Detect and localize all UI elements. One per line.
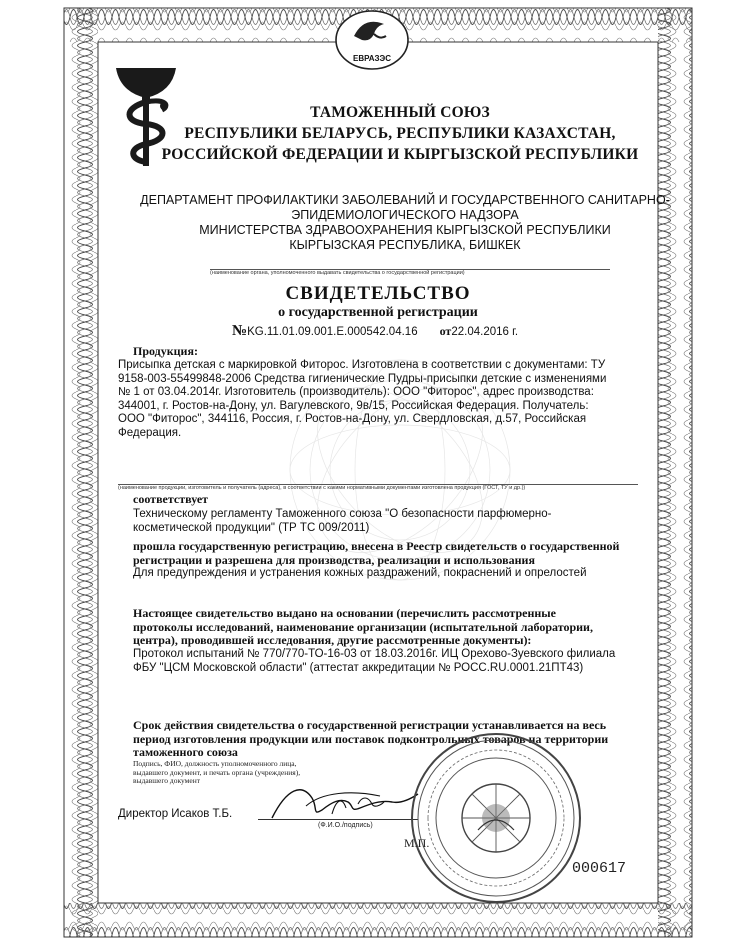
product-caption: (наименование продукции, изготовитель и получатель (адреса), в соответствии с какими нормативными документами изготовлена продукция (ГОСТ, ТУ и др.)) <box>118 485 526 491</box>
conformity-line: Техническому регламенту Таможенного союза "О безопасности парфюмерно- <box>133 508 552 520</box>
certificate-title: СВИДЕТЕЛЬСТВО <box>285 283 471 304</box>
product-line: ООО "Фиторос", 344116, Россия, г. Ростов-на-Дону, ул. Свердловская, д.57, Российская <box>118 413 587 426</box>
basis-heading-line: центра), проводившей исследования, другие рассмотренные документы): <box>133 633 532 647</box>
validity-line: таможенного союза <box>133 745 238 759</box>
registration-statement <box>133 540 653 567</box>
certificate-date: 22.04.2016 г. <box>451 326 519 338</box>
conformity-text <box>133 508 633 535</box>
signature-caption-line: выдавшего документ <box>133 776 201 786</box>
registration-line: регистрации и разрешена для производства, реализации и использования <box>133 552 535 567</box>
department-line-4: КЫРГЫЗСКАЯ РЕСПУБЛИКА, БИШКЕК <box>289 238 521 252</box>
emblem-label: ЕВРАЗЭС <box>352 54 392 63</box>
product-line: 9158-003-55499848-2006 Средства гигиенические Пудры-присыпки детские с изменениями <box>118 372 607 385</box>
official-stamp <box>408 730 584 906</box>
serial-number: 000617 <box>572 860 627 877</box>
fio-caption: (Ф.И.О./подпись) <box>318 822 373 829</box>
certificate-subtitle: о государственной регистрации <box>278 305 478 320</box>
department-line-3: МИНИСТЕРСТВА ЗДРАВООХРАНЕНИЯ КЫРГЫЗСКОЙ РЕСПУБЛИКИ <box>199 223 611 237</box>
signer-name: Директор Исаков Т.Б. <box>118 808 233 820</box>
certificate-number: KG.11.01.09.001.E.000542.04.16 <box>247 326 418 338</box>
registration-usage: Для предупреждения и устранения кожных раздражений, покраснений и опрелостей <box>133 567 587 579</box>
conformity-line: косметической продукции" (ТР ТС 009/2011) <box>133 521 370 534</box>
number-label: № <box>232 323 248 339</box>
stamp-mark: М.П. <box>404 836 430 850</box>
basis-line: ФБУ "ЦСМ Московской области" (аттестат аккредитации № РОСС.RU.0001.21ПТ43) <box>133 661 584 674</box>
product-line: Федерация. <box>118 426 182 439</box>
basis-text <box>133 648 653 675</box>
union-title-line-2: РЕСПУБЛИКИ БЕЛАРУСЬ, РЕСПУБЛИКИ КАЗАХСТАН, <box>184 125 616 142</box>
eurasec-emblem <box>334 10 410 72</box>
department-line-1: ДЕПАРТАМЕНТ ПРОФИЛАКТИКИ ЗАБОЛЕВАНИЙ И ГОСУДАРСТВЕННОГО САНИТАРНО- <box>140 193 670 207</box>
basis-heading <box>133 607 653 648</box>
union-title-line-1: ТАМОЖЕННЫЙ СОЮЗ <box>310 104 490 121</box>
date-label: от <box>439 324 452 338</box>
union-title-line-3: РОССИЙСКОЙ ФЕДЕРАЦИИ И КЫРГЫЗСКОЙ РЕСПУБЛИКИ <box>161 146 639 163</box>
conformity-heading: соответствует <box>133 492 209 506</box>
product-description <box>118 359 658 441</box>
signature-caption-line: выдавшего документ, и печать органа (учреждения), <box>133 767 301 777</box>
product-line: Присыпка детская с маркировкой Фиторос. Изготовлена в соответствии с документами: ТУ <box>118 359 606 371</box>
validity-line: Срок действия свидетельства о государственной регистрации устанавливается на весь <box>133 718 607 732</box>
basis-heading-line: протоколы исследований, наименование организации (испытательной лаборатории, <box>133 619 593 634</box>
product-line: № 1 от 03.04.2014г. Изготовитель (производитель): ООО "Фиторос", адрес производства: <box>118 386 594 399</box>
department-caption: (наименование органа, уполномоченного выдавать свидетельства о государственной регистрации) <box>210 270 465 276</box>
signature-caption-line: Подпись, ФИО, должность уполномоченного лица, <box>133 759 297 768</box>
handwritten-signature <box>262 778 422 828</box>
product-heading: Продукция: <box>133 344 198 358</box>
registration-line: прошла государственную регистрацию, внесена в Реестр свидетельств о государственной <box>133 539 620 553</box>
basis-line: Протокол испытаний № 770/770-ТО-16-03 от 18.03.2016г. ИЦ Орехово-Зуевского филиала <box>133 648 616 660</box>
product-line: 344001, г. Ростов-на-Дону, ул. Вагулевского, 9в/15, Российская Федерация. Получатель: <box>118 399 589 412</box>
certificate-number-row <box>232 322 518 340</box>
basis-heading-line: Настоящее свидетельство выдано на основании (перечислить рассмотренные <box>133 606 556 620</box>
department-line-2: ЭПИДЕМИОЛОГИЧЕСКОГО НАДЗОРА <box>291 208 519 222</box>
validity-line: период изготовления продукции или поставок подконтрольных товаров на территории <box>133 731 609 746</box>
